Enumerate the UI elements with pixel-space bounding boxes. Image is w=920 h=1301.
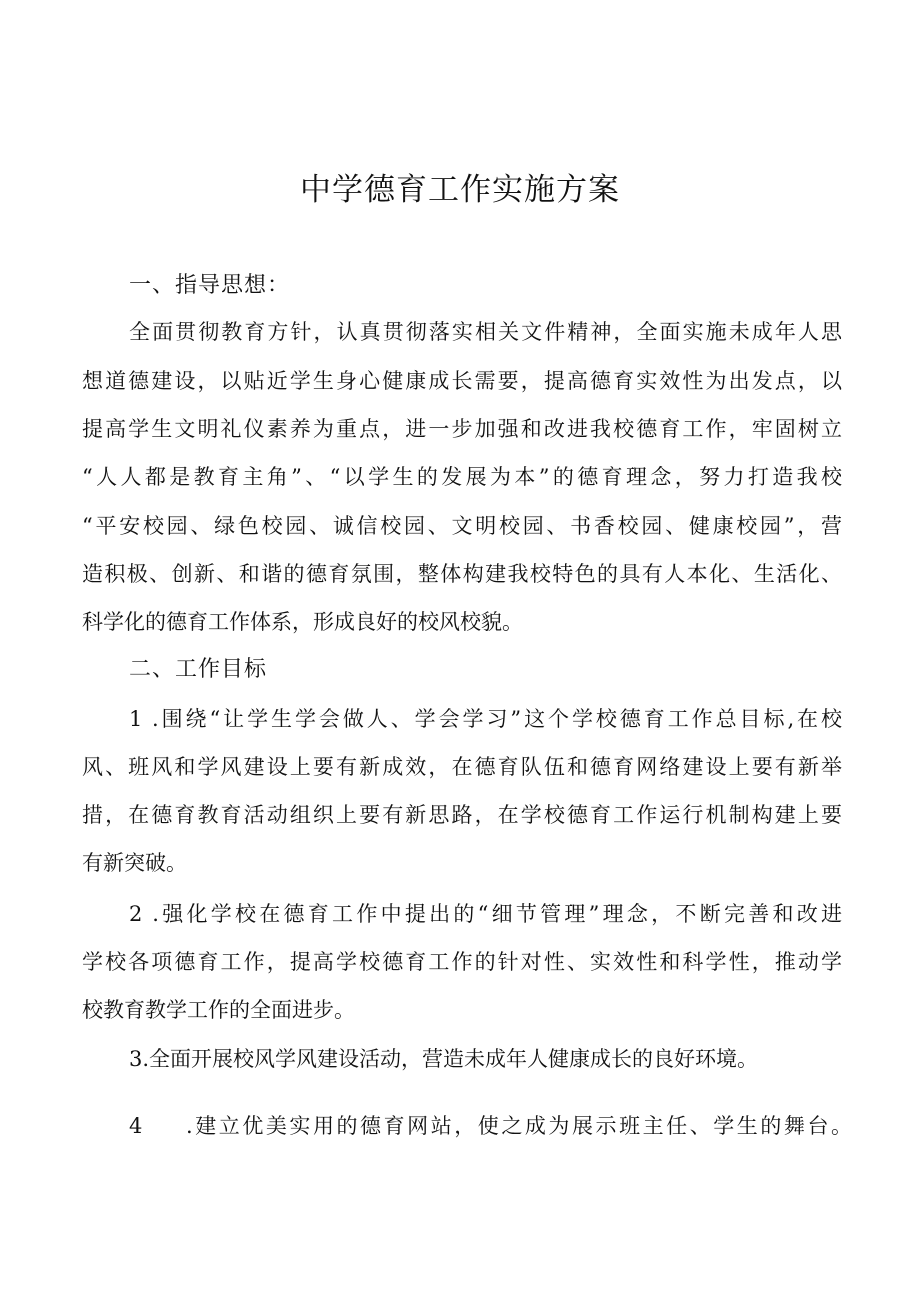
- paragraph-line: 提高学生文明礼仪素养为重点，进一步加强和改进我校德育工作，牢固树立: [82, 417, 842, 441]
- paragraph-line: 有新突破。: [82, 851, 187, 875]
- paragraph-line: 想道德建设，以贴近学生身心健康成长需要，提高德育实效性为出发点，以: [82, 369, 842, 393]
- section-heading-work-goals: 二、工作目标: [129, 657, 268, 682]
- paragraph-line: 1 .围绕“让学生学会做人、学会学习”这个学校德育工作总目标,在校: [129, 707, 842, 731]
- paragraph-line: 学校各项德育工作，提高学校德育工作的针对性、实效性和科学性，推动学: [82, 950, 842, 974]
- paragraph-line: 全面贯彻教育方针，认真贯彻落实相关文件精神，全面实施未成年人思: [129, 320, 842, 344]
- paragraph-line: 3.全面开展校风学风建设活动，营造未成年人健康成长的良好环境。: [129, 1047, 759, 1071]
- paragraph-line: “平安校园、绿色校园、诚信校园、文明校园、书香校园、健康校园”，营: [82, 514, 842, 538]
- document-title: 中学德育工作实施方案: [300, 172, 620, 208]
- list-item-number: 4: [129, 1114, 143, 1138]
- paragraph-line: .建立优美实用的德育网站，使之成为展示班主任、学生的舞台。: [186, 1114, 852, 1138]
- paragraph-line: 2 .强化学校在德育工作中提出的“细节管理”理念，不断完善和改进: [129, 902, 842, 926]
- paragraph-line: 科学化的德育工作体系，形成良好的校风校貌。: [82, 610, 523, 634]
- paragraph-line: 措，在德育教育活动组织上要有新思路，在学校德育工作运行机制构建上要: [82, 803, 842, 827]
- paragraph-line: “人人都是教育主角”、“以学生的发展为本”的德育理念，努力打造我校: [82, 465, 842, 489]
- paragraph-line: 风、班风和学风建设上要有新成效，在德育队伍和德育网络建设上要有新举: [82, 755, 842, 779]
- paragraph-line: 造积极、创新、和谐的德育氛围，整体构建我校特色的具有人本化、生活化、: [82, 562, 842, 586]
- section-heading-guiding-ideology: 一、指导思想：: [129, 273, 291, 298]
- paragraph-line: 校教育教学工作的全面进步。: [82, 998, 355, 1022]
